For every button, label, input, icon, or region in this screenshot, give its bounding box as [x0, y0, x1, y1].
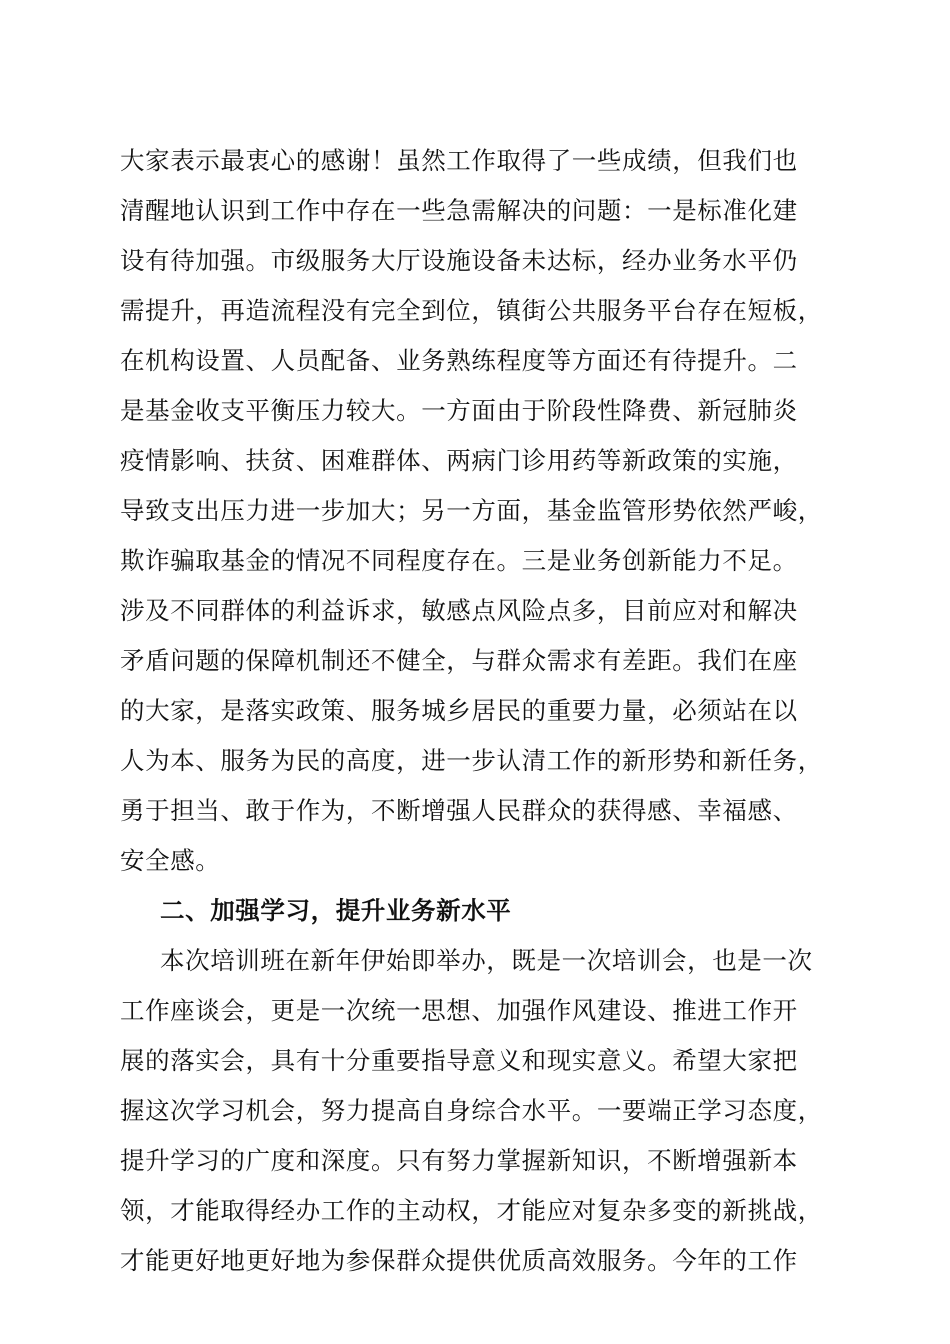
paragraph-1-line: 的大家，是落实政策、服务城乡居民的重要力量，必须站在以: [120, 696, 798, 725]
paragraph-2-line: 握这次学习机会，努力提高自身综合水平。一要端正学习态度，: [120, 1096, 823, 1125]
paragraph-2-line: 提升学习的广度和深度。只有努力掌握新知识，不断增强新本: [120, 1146, 798, 1175]
paragraph-1-line: 设有待加强。市级服务大厅设施设备未达标，经办业务水平仍: [120, 246, 798, 275]
paragraph-1-line: 导致支出压力进一步加大；另一方面，基金监管形势依然严峻，: [120, 496, 823, 525]
paragraph-2-line: 本次培训班在新年伊始即举办，既是一次培训会，也是一次: [160, 946, 813, 975]
paragraph-1-line: 欺诈骗取基金的情况不同程度存在。三是业务创新能力不足。: [120, 546, 798, 575]
paragraph-1-line: 清醒地认识到工作中存在一些急需解决的问题：一是标准化建: [120, 196, 798, 225]
paragraph-1-line: 勇于担当、敢于作为，不断增强人民群众的获得感、幸福感、: [120, 796, 798, 825]
paragraph-2-line: 展的落实会，具有十分重要指导意义和现实意义。希望大家把: [120, 1046, 798, 1075]
paragraph-1-line: 在机构设置、人员配备、业务熟练程度等方面还有待提升。二: [120, 346, 798, 375]
paragraph-2-line: 领，才能取得经办工作的主动权，才能应对复杂多变的新挑战，: [120, 1196, 823, 1225]
paragraph-1-line: 大家表示最衷心的感谢！虽然工作取得了一些成绩，但我们也: [120, 146, 798, 175]
paragraph-1-line: 矛盾问题的保障机制还不健全，与群众需求有差距。我们在座: [120, 646, 798, 675]
section-heading: 二、加强学习，提升业务新水平: [160, 896, 512, 925]
paragraph-1-line: 涉及不同群体的利益诉求，敏感点风险点多，目前应对和解决: [120, 596, 798, 625]
paragraph-1-line: 疫情影响、扶贫、困难群体、两病门诊用药等新政策的实施，: [120, 446, 798, 475]
paragraph-2-line: 工作座谈会，更是一次统一思想、加强作风建设、推进工作开: [120, 996, 798, 1025]
paragraph-1-line: 安全感。: [120, 846, 221, 875]
paragraph-1-line: 人为本、服务为民的高度，进一步认清工作的新形势和新任务，: [120, 746, 823, 775]
paragraph-1-line: 是基金收支平衡压力较大。一方面由于阶段性降费、新冠肺炎: [120, 396, 798, 425]
paragraph-1-line: 需提升，再造流程没有完全到位，镇街公共服务平台存在短板，: [120, 296, 823, 325]
paragraph-2-line: 才能更好地更好地为参保群众提供优质高效服务。今年的工作: [120, 1246, 798, 1275]
